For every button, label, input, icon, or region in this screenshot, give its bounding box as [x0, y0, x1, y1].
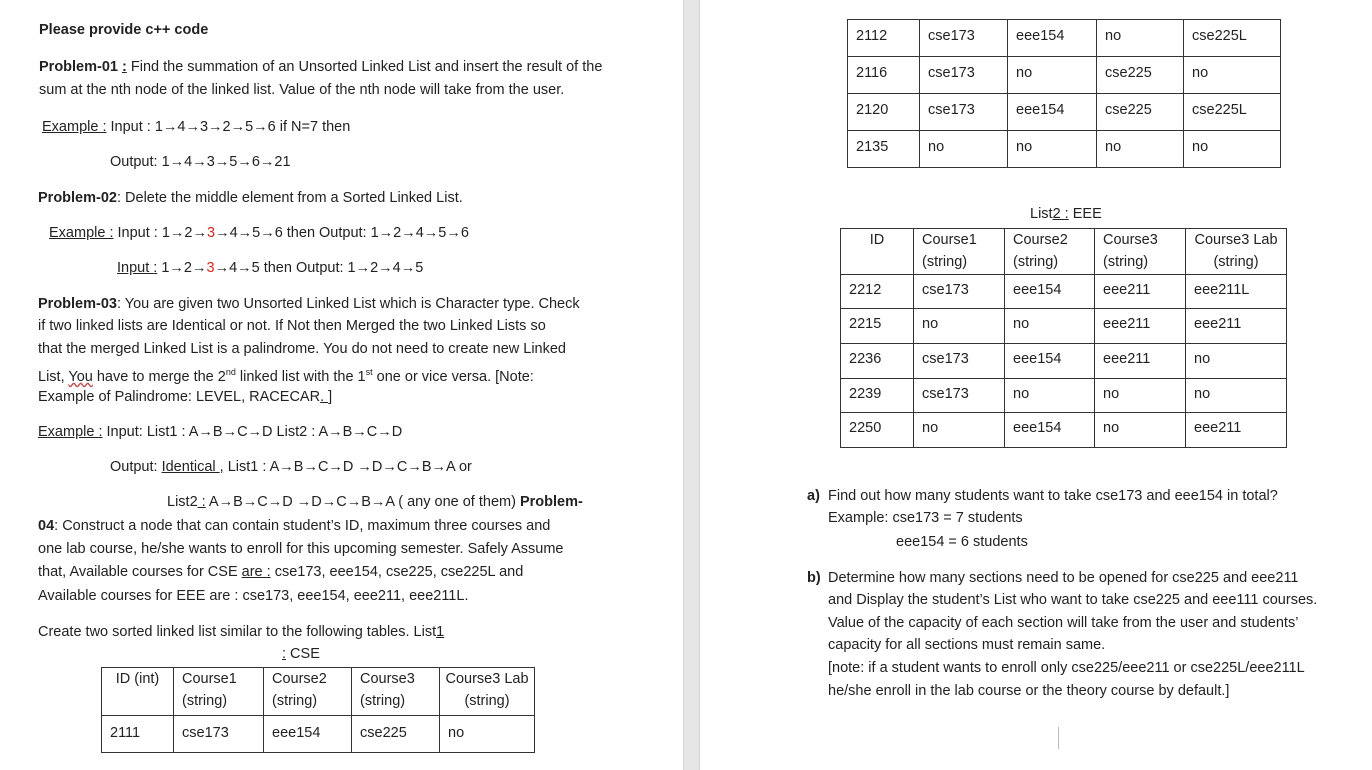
- table-row: [841, 275, 1287, 309]
- cell-id: 2112: [848, 20, 920, 57]
- question-b-line4: capacity for all sections must remain same.: [828, 637, 1106, 653]
- cell: no: [1186, 379, 1287, 413]
- header-cell: Course2 (string): [1005, 229, 1095, 275]
- list1-table-continued: [847, 19, 1281, 168]
- table-row: [841, 309, 1287, 344]
- cell-id: 2212: [841, 275, 914, 309]
- cell: no: [1095, 379, 1186, 413]
- cell-id: 2116: [848, 57, 920, 94]
- list2-caption: List2 : EEE: [1030, 206, 1102, 222]
- problem-01: Problem-01 : Find the summation of an Unsorted Linked List and insert the result of the: [39, 59, 603, 75]
- list1-caption: : CSE: [282, 646, 320, 662]
- cell: eee154: [1005, 344, 1095, 379]
- cell: no: [914, 413, 1005, 448]
- list1-table: [101, 667, 535, 753]
- cell: eee211L: [1186, 275, 1287, 309]
- problem-03-line5: Example of Palindrome: LEVEL, RACECAR. ]: [38, 389, 333, 405]
- question-a-marker: a): [807, 488, 820, 504]
- cell: cse225L: [1184, 94, 1281, 131]
- create-lists-line: Create two sorted linked list similar to the following tables. List1: [38, 624, 445, 640]
- header-cell: Course1 (string): [174, 668, 264, 716]
- problem-04-line4: Available courses for EEE are : cse173, eee154, eee211, eee211L.: [38, 588, 469, 604]
- header-cell: Course1 (string): [914, 229, 1005, 275]
- cell: cse225: [1097, 57, 1184, 94]
- table-row: [841, 413, 1287, 448]
- cell: eee154: [1005, 275, 1095, 309]
- cell: eee211: [1186, 413, 1287, 448]
- problem-02-input: Input : 1→2→3→4→5 then Output: 1→2→4→5: [117, 260, 424, 276]
- problem-03-line3: that the merged Linked List is a palindrome. You do not need to create new Linked: [38, 341, 566, 357]
- cell: cse225L: [1184, 20, 1281, 57]
- header-cell: Course2 (string): [264, 668, 352, 716]
- problem-04-line1: 04: Construct a node that can contain student’s ID, maximum three courses and: [38, 518, 551, 534]
- cell: no: [1005, 309, 1095, 344]
- problem-02-example: Example : Input : 1→2→3→4→5→6 then Output: 1→2→4→5→6: [49, 225, 469, 241]
- cell: cse173: [920, 94, 1008, 131]
- table-row: [848, 57, 1281, 94]
- page-gutter: [683, 0, 700, 770]
- header-cell: ID: [841, 229, 914, 275]
- question-b-line5: [note: if a student wants to enroll only cse225/eee211 or cse225L/eee211L: [828, 660, 1305, 676]
- cell: eee211: [1186, 309, 1287, 344]
- cell: cse173: [914, 344, 1005, 379]
- cell: cse173: [914, 379, 1005, 413]
- table-header-row: [841, 229, 1287, 275]
- cell-id: 2135: [848, 131, 920, 168]
- cell: eee154: [1005, 413, 1095, 448]
- cell-id: 2250: [841, 413, 914, 448]
- cell: eee154: [264, 716, 352, 753]
- cell-id: 2111: [102, 716, 174, 753]
- question-b-line6: he/she enroll in the lab course or the theory course by default.]: [828, 683, 1230, 699]
- header-cell: Course3 Lab (string): [440, 668, 535, 716]
- cell-id: 2120: [848, 94, 920, 131]
- table-row: [848, 131, 1281, 168]
- cell: eee211: [1095, 275, 1186, 309]
- problem-01-output: Output: 1→4→3→5→6→21: [110, 154, 291, 170]
- table-header-row: [102, 668, 535, 716]
- cell: no: [1008, 131, 1097, 168]
- cell: cse173: [920, 57, 1008, 94]
- table-row: [841, 344, 1287, 379]
- question-a-line1: Find out how many students want to take cse173 and eee154 in total?: [828, 488, 1278, 504]
- cell: eee211: [1095, 309, 1186, 344]
- problem-03-line1: Problem-03: You are given two Unsorted Linked List which is Character type. Check: [38, 296, 580, 312]
- question-b-line1: Determine how many sections need to be opened for cse225 and eee211: [828, 570, 1299, 586]
- problem-04-line2: one lab course, he/she wants to enroll for this upcoming semester. Safely Assume: [38, 541, 564, 557]
- cell: no: [914, 309, 1005, 344]
- left-page: [0, 0, 683, 770]
- heading: Please provide c++ code: [39, 22, 209, 38]
- table-row: [848, 20, 1281, 57]
- cell: no: [1184, 131, 1281, 168]
- question-b-line2: and Display the student’s List who want to take cse225 and eee111 courses.: [828, 592, 1318, 608]
- cell: cse225: [1097, 94, 1184, 131]
- problem-01-line2: sum at the nth node of the linked list. Value of the nth node will take from the user.: [39, 82, 565, 98]
- header-cell: Course3 (string): [352, 668, 440, 716]
- question-a-line3: eee154 = 6 students: [896, 534, 1028, 550]
- problem-03-example: Example : Input: List1 : A→B→C→D List2 : A→B→C→D: [38, 424, 403, 440]
- cell: eee154: [1008, 20, 1097, 57]
- cell: no: [1184, 57, 1281, 94]
- right-page: [700, 0, 1372, 770]
- header-cell: Course3 (string): [1095, 229, 1186, 275]
- cell: no: [1005, 379, 1095, 413]
- question-b-marker: b): [807, 570, 821, 586]
- problem-03-output: Output: Identical , List1 : A→B→C→D →D→C→B→A or: [110, 459, 472, 475]
- cell: cse225: [352, 716, 440, 753]
- cell: cse173: [914, 275, 1005, 309]
- table-row: [102, 716, 535, 753]
- cell: no: [1095, 413, 1186, 448]
- text-cursor: [1058, 727, 1059, 749]
- problem-03-line2: if two linked lists are Identical or not. If Not then Merged the two Linked Lists so: [38, 318, 546, 334]
- cell: no: [920, 131, 1008, 168]
- table-row: [848, 94, 1281, 131]
- header-cell: Course3 Lab (string): [1186, 229, 1287, 275]
- cell: no: [1097, 20, 1184, 57]
- cell: no: [1008, 57, 1097, 94]
- cell-id: 2239: [841, 379, 914, 413]
- header-cell: ID (int): [102, 668, 174, 716]
- problem-04-line3: that, Available courses for CSE are : cse173, eee154, cse225, cse225L and: [38, 564, 524, 580]
- cell-id: 2215: [841, 309, 914, 344]
- cell-id: 2236: [841, 344, 914, 379]
- cell: no: [440, 716, 535, 753]
- problem-01-example: Example : Input : 1→4→3→2→5→6 if N=7 then: [42, 119, 351, 135]
- problem-03-list2: List2 : A→B→C→D →D→C→B→A ( any one of them) Problem-: [167, 494, 583, 510]
- table-row: [841, 379, 1287, 413]
- list2-table: [840, 228, 1287, 448]
- question-b-line3: Value of the capacity of each section will take from the user and students’: [828, 615, 1299, 631]
- question-a-line2: Example: cse173 = 7 students: [828, 510, 1023, 526]
- cell: cse173: [174, 716, 264, 753]
- cell: no: [1186, 344, 1287, 379]
- cell: eee154: [1008, 94, 1097, 131]
- cell: eee211: [1095, 344, 1186, 379]
- cell: cse173: [920, 20, 1008, 57]
- problem-02: Problem-02: Delete the middle element from a Sorted Linked List.: [38, 190, 463, 206]
- problem-03-line4: List, You have to merge the 2nd linked list with the 1st one or vice versa. [Note:: [38, 367, 534, 385]
- cell: no: [1097, 131, 1184, 168]
